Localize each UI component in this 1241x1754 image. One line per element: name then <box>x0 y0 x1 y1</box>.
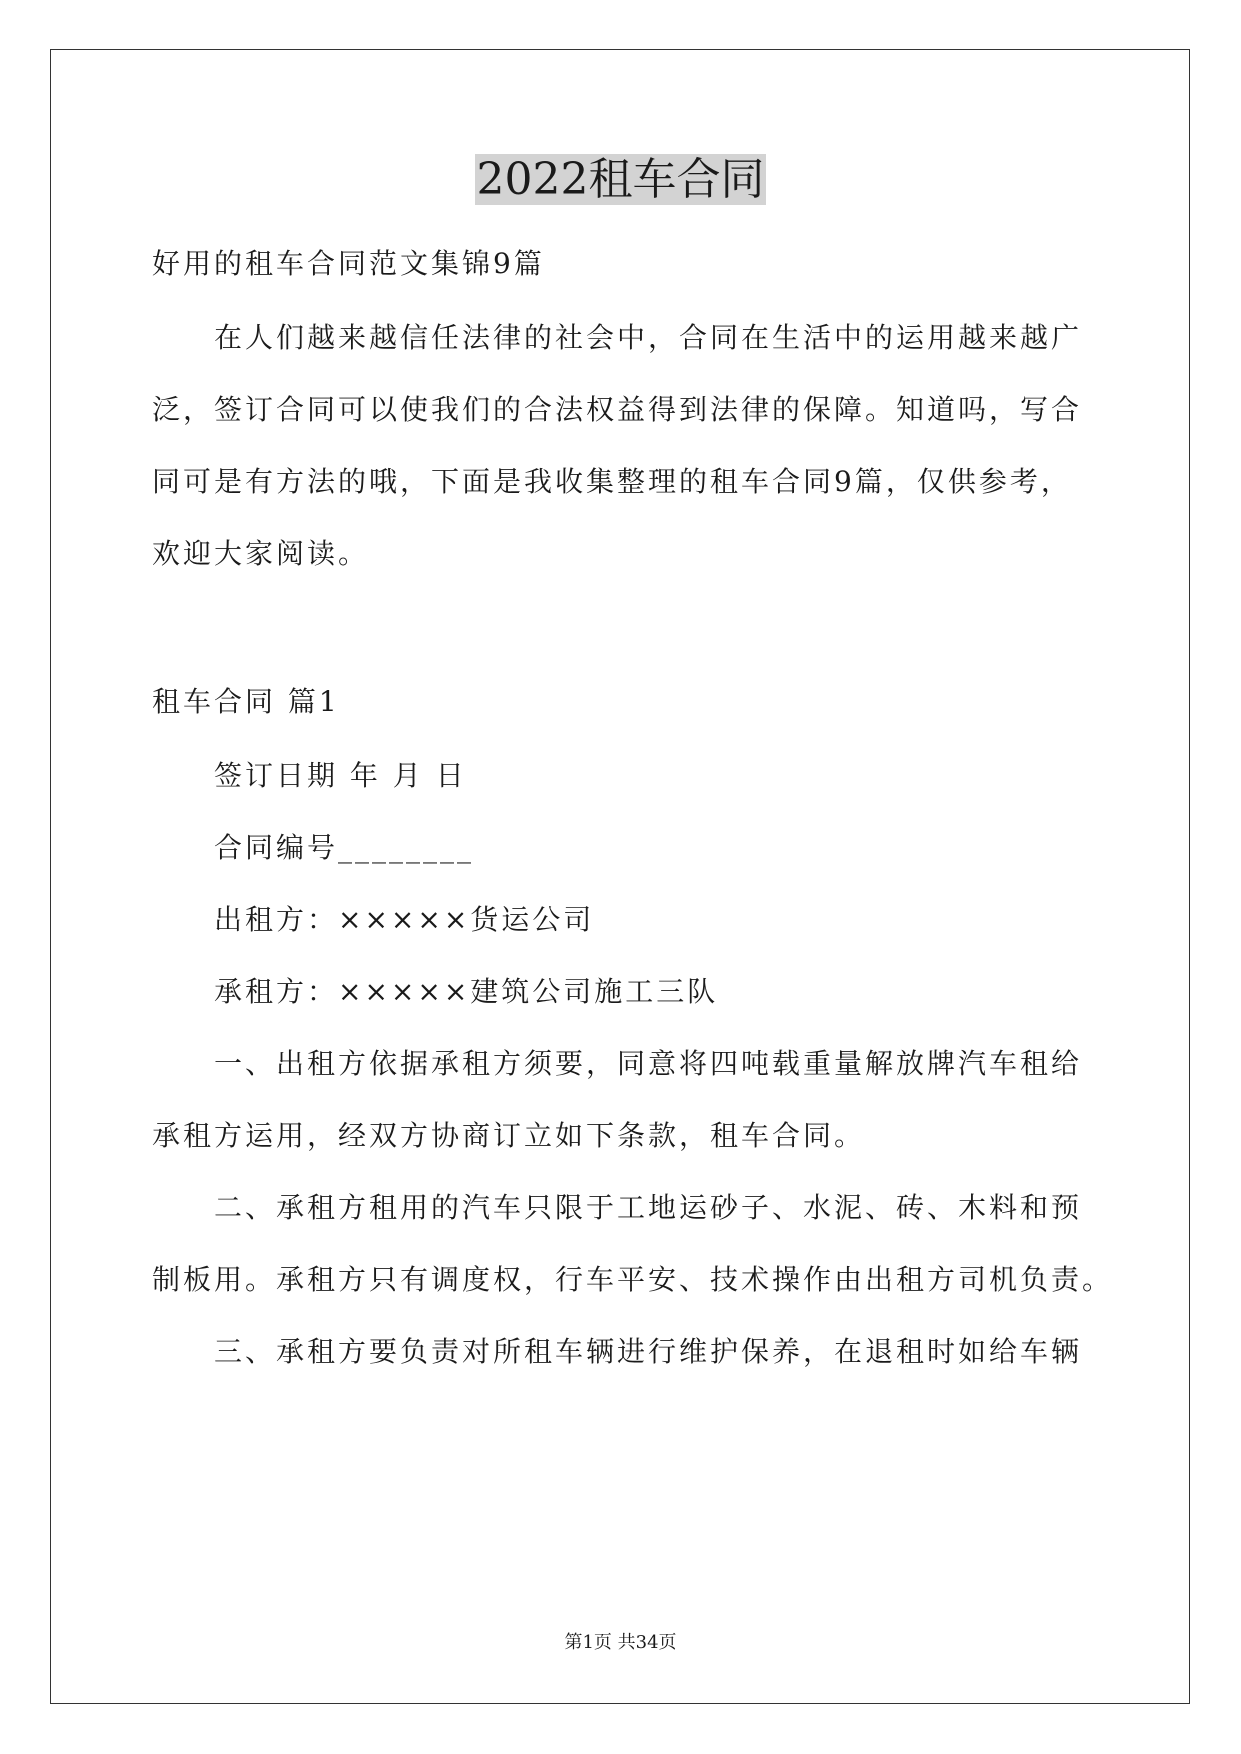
clause-2-line: 二、承租方租用的汽车只限于工地运砂子、水泥、砖、木料和预 <box>214 1191 1083 1224</box>
sign-date-line: 签订日期 年 月 日 <box>214 759 467 792</box>
lessee-line: 承租方：×××××建筑公司施工三队 <box>214 975 719 1008</box>
section-heading: 租车合同 篇1 <box>152 685 340 718</box>
page-footer: 第1页 共34页 <box>564 1632 677 1653</box>
intro-line: 欢迎大家阅读。 <box>152 537 370 570</box>
intro-line: 在人们越来越信任法律的社会中，合同在生活中的运用越来越广 <box>214 321 1083 354</box>
intro-line: 泛，签订合同可以使我们的合法权益得到法律的保障。知道吗，写合 <box>152 393 1083 426</box>
clause-1-line: 一、出租方依据承租方须要，同意将四吨载重量解放牌汽车租给 <box>214 1047 1083 1080</box>
lessor-line: 出租方：×××××货运公司 <box>214 903 595 936</box>
contract-number-line: 合同编号________ <box>214 831 475 864</box>
page-frame <box>50 49 1190 1704</box>
subtitle: 好用的租车合同范文集锦9篇 <box>152 247 545 280</box>
clause-1-line: 承租方运用，经双方协商订立如下条款，租车合同。 <box>152 1119 866 1152</box>
intro-line: 同可是有方法的哦，下面是我收集整理的租车合同9篇，仅供参考， <box>152 465 1072 498</box>
clause-2-line: 制板用。承租方只有调度权，行车平安、技术操作由出租方司机负责。 <box>152 1263 1114 1296</box>
document-title: 2022租车合同 <box>476 154 765 205</box>
clause-3-line: 三、承租方要负责对所租车辆进行维护保养，在退租时如给车辆 <box>214 1335 1083 1368</box>
